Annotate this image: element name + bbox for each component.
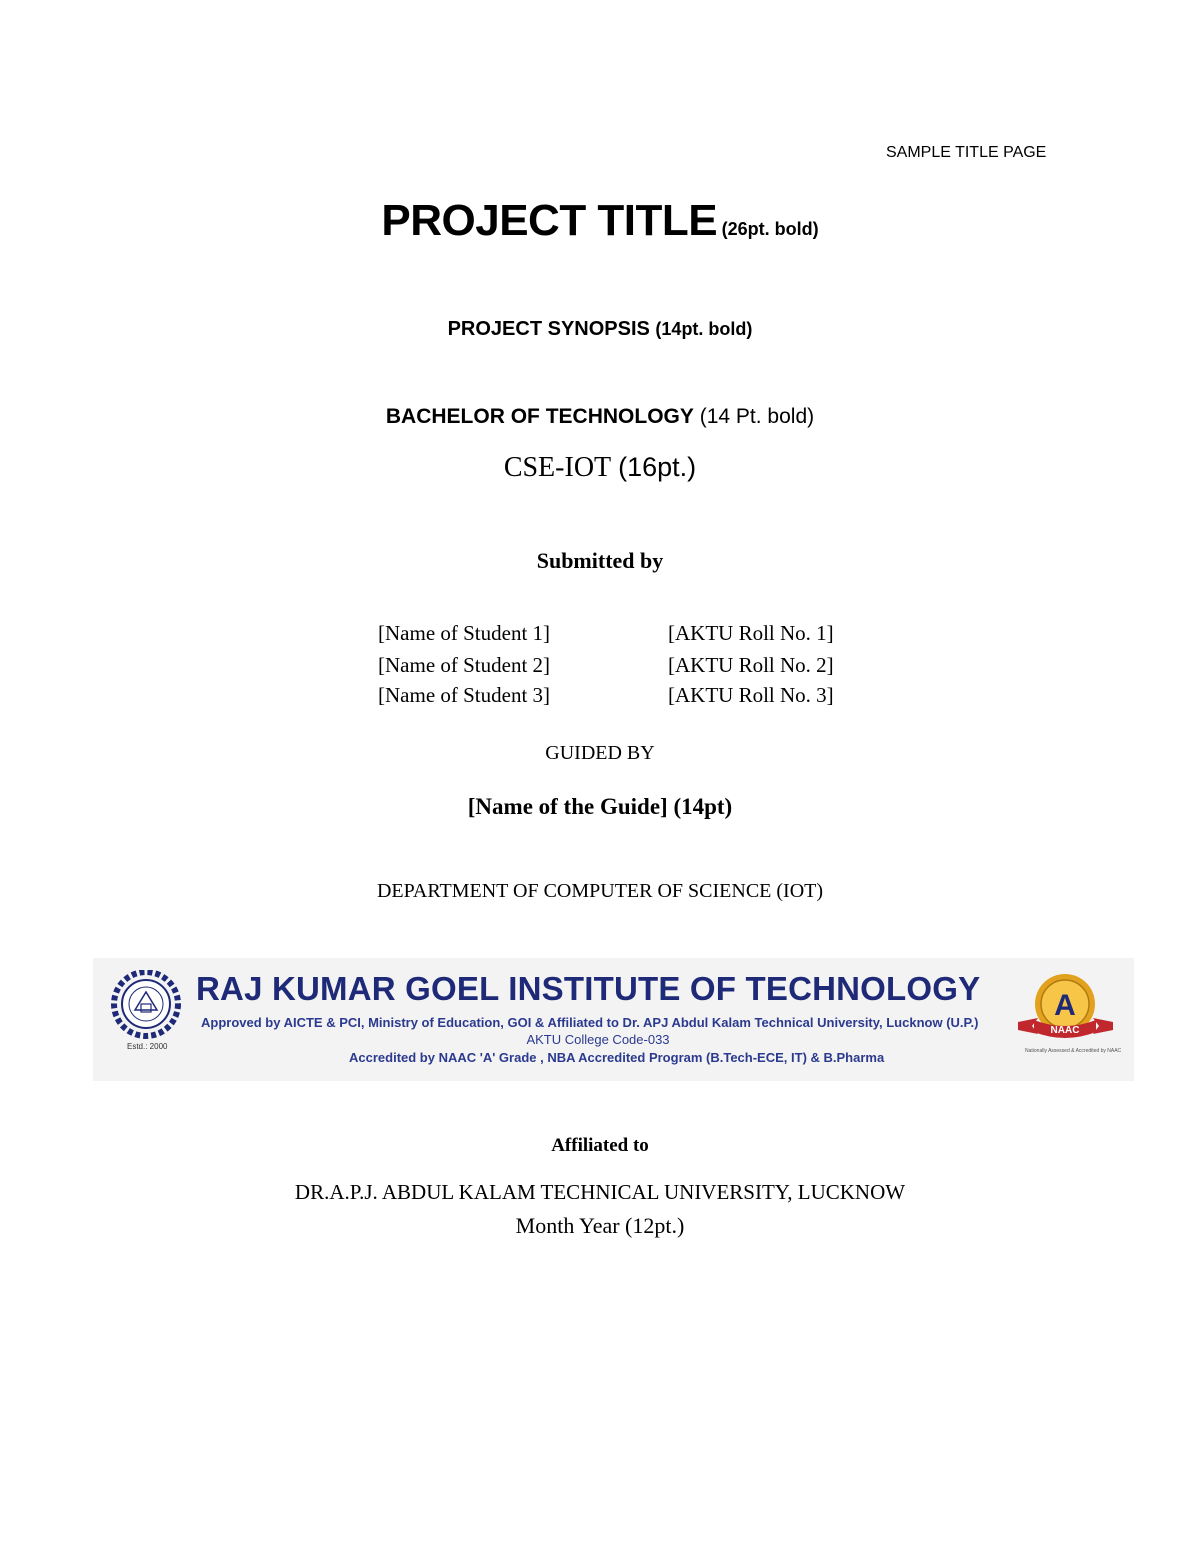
student-name: [Name of Student 3]: [378, 683, 551, 707]
institute-accreditation: Accredited by NAAC 'A' Grade , NBA Accredited Program (B.Tech-ECE, IT) & B.Pharma: [349, 1050, 885, 1065]
naac-label: NAAC: [1050, 1025, 1080, 1036]
corner-label: SAMPLE TITLE PAGE: [886, 144, 1047, 161]
student-name: [Name of Student 1]: [378, 621, 551, 645]
naac-grade: A: [1054, 989, 1076, 1022]
university-name: DR.A.P.J. ABDUL KALAM TECHNICAL UNIVERSITY, LUCKNOW: [294, 1180, 906, 1204]
institute-name: RAJ KUMAR GOEL INSTITUTE OF TECHNOLOGY: [196, 970, 981, 1007]
project-title: [0, 196, 1200, 246]
degree-heading: [0, 405, 1200, 429]
branch-label: CSE-IOT: [503, 452, 612, 483]
degree-label: BACHELOR OF TECHNOLOGY: [385, 405, 694, 428]
institute-banner: [93, 958, 1134, 1081]
guided-by-heading: GUIDED BY: [545, 742, 655, 764]
student-name: [Name of Student 2]: [378, 653, 551, 677]
estd-label: Estd.: 2000: [127, 1042, 168, 1051]
institute-approval: Approved by AICTE & PCI, Ministry of Education, GOI & Affiliated to Dr. APJ Abdul Kalam Technical University, Lucknow (U.P.): [201, 1015, 979, 1030]
affiliated-to-label: Affiliated to: [551, 1135, 649, 1156]
naac-caption: Nationally Assessed & Accredited by NAAC: [1025, 1048, 1122, 1054]
synopsis-heading: [0, 318, 1200, 341]
student-roll: [AKTU Roll No. 2]: [668, 653, 834, 677]
project-title-text: PROJECT TITLE: [381, 196, 718, 245]
department-name: DEPARTMENT OF COMPUTER OF SCIENCE (IOT): [376, 880, 824, 902]
month-year: Month Year (12pt.): [515, 1213, 685, 1238]
student-roll: [AKTU Roll No. 1]: [668, 621, 834, 645]
submitted-by-heading: Submitted by: [536, 548, 664, 573]
naac-badge-icon: [1018, 970, 1113, 1060]
synopsis-note: (14pt. bold): [655, 319, 753, 339]
guide-name: [Name of the Guide] (14pt): [467, 794, 733, 819]
branch-heading: [0, 452, 1200, 484]
college-code: AKTU College Code-033: [526, 1032, 670, 1047]
degree-note: (14 Pt. bold): [699, 405, 815, 428]
student-roll: [AKTU Roll No. 3]: [668, 683, 834, 707]
branch-note: (16pt.): [618, 452, 697, 482]
synopsis-label: PROJECT SYNOPSIS: [447, 318, 650, 340]
project-title-note: (26pt. bold): [721, 219, 819, 239]
